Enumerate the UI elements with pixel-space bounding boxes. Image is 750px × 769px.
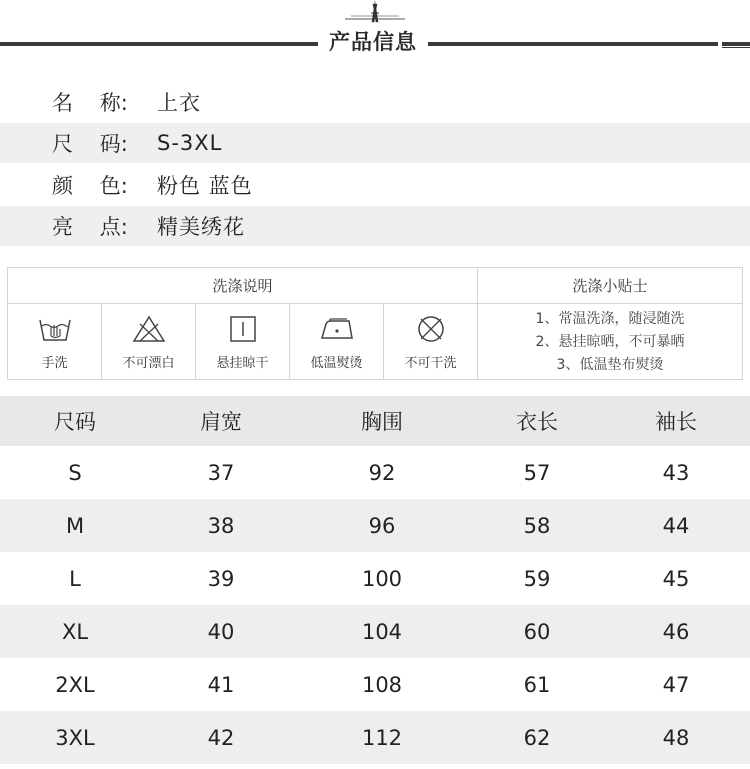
info-row-highlight: [0, 206, 750, 246]
table-row: [0, 605, 750, 658]
table-cell: XL: [61, 619, 89, 644]
wash-instructions-title: 洗涤说明: [8, 268, 477, 304]
info-label: 亮 点:: [52, 215, 128, 239]
wash-item-label: 手洗: [41, 356, 68, 371]
table-cell: M: [65, 513, 85, 538]
wash-item-label: 悬挂晾干: [216, 356, 269, 371]
table-cell: 112: [361, 725, 403, 750]
wash-item-label: 低温熨烫: [310, 356, 363, 371]
info-row-color: [0, 163, 750, 206]
header-rule-left: [0, 42, 318, 46]
table-cell: 60: [523, 619, 551, 644]
table-cell: 92: [368, 460, 396, 485]
info-row-name: [0, 80, 750, 123]
table-row: [0, 499, 750, 552]
wash-item-no-bleach: [102, 304, 196, 379]
table-cell: 96: [368, 513, 396, 538]
size-table: [0, 396, 750, 764]
table-cell: L: [69, 566, 81, 591]
table-cell: 48: [662, 725, 690, 750]
table-cell: 47: [662, 672, 690, 697]
table-cell: 42: [207, 725, 235, 750]
table-cell: 43: [662, 460, 690, 485]
header-rule-end: [722, 42, 750, 46]
info-label: 尺 码:: [52, 132, 128, 156]
table-header-cell: 袖长: [655, 410, 697, 434]
page-title: 产品信息: [329, 30, 417, 54]
header-rule-right: [428, 42, 718, 46]
wash-item-low-iron: [290, 304, 384, 379]
table-row: [0, 658, 750, 711]
table-cell: 45: [662, 566, 690, 591]
section-header: [0, 0, 750, 62]
table-header-cell: 衣长: [516, 410, 558, 434]
wash-item-no-dry-clean: [384, 304, 477, 379]
table-cell: 37: [207, 460, 235, 485]
table-cell: 100: [361, 566, 403, 591]
table-cell: 58: [523, 513, 551, 538]
table-header-cell: 尺码: [54, 410, 96, 434]
wash-tip: 2、悬挂晾晒，不可暴晒: [535, 334, 685, 350]
table-cell: 59: [523, 566, 551, 591]
table-header-cell: 胸围: [361, 410, 403, 434]
table-header-row: [0, 396, 750, 446]
eiffel-tower-icon: [345, 0, 405, 24]
table-cell: 61: [523, 672, 551, 697]
table-cell: 104: [361, 619, 403, 644]
info-row-size: [0, 123, 750, 163]
table-cell: 62: [523, 725, 551, 750]
info-label: 颜 色:: [52, 173, 128, 198]
header-rule-end-thin: [722, 47, 750, 48]
table-cell: 41: [207, 672, 235, 697]
no-bleach-icon: [132, 314, 166, 344]
info-value: 上衣: [157, 90, 201, 115]
product-info: [0, 80, 750, 246]
table-cell: 2XL: [55, 672, 95, 697]
wash-tip: 3、低温垫布熨烫: [556, 357, 664, 373]
info-value: 精美绣花: [157, 215, 245, 239]
table-cell: S: [68, 460, 82, 485]
table-cell: 39: [207, 566, 235, 591]
low-iron-icon: [319, 314, 355, 344]
info-value: 粉色 蓝色: [157, 173, 253, 198]
wash-item-label: 不可干洗: [404, 356, 457, 371]
info-value: S-3XL: [157, 131, 223, 155]
wash-tips: [478, 268, 742, 379]
no-dry-clean-icon: [414, 314, 448, 344]
table-cell: 108: [361, 672, 403, 697]
table-cell: 46: [662, 619, 690, 644]
table-cell: 3XL: [55, 725, 95, 750]
table-cell: 38: [207, 513, 235, 538]
table-cell: 44: [662, 513, 690, 538]
wash-item-hang-dry: [196, 304, 290, 379]
table-cell: 57: [523, 460, 551, 485]
hang-dry-icon: [226, 314, 260, 344]
wash-tip: 1、常温洗涤，随浸随洗: [535, 311, 685, 327]
wash-item-hand-wash: [8, 304, 102, 379]
table-header-cell: 肩宽: [200, 410, 242, 434]
table-row: [0, 552, 750, 605]
wash-instructions: [8, 268, 478, 379]
info-label: 名 称:: [52, 90, 128, 115]
table-row: [0, 446, 750, 499]
wash-tips-title: 洗涤小贴士: [478, 268, 742, 304]
hand-wash-icon: [38, 314, 72, 344]
table-row: [0, 711, 750, 764]
washing-box: [7, 267, 743, 380]
wash-item-label: 不可漂白: [122, 356, 175, 371]
table-cell: 40: [207, 619, 235, 644]
